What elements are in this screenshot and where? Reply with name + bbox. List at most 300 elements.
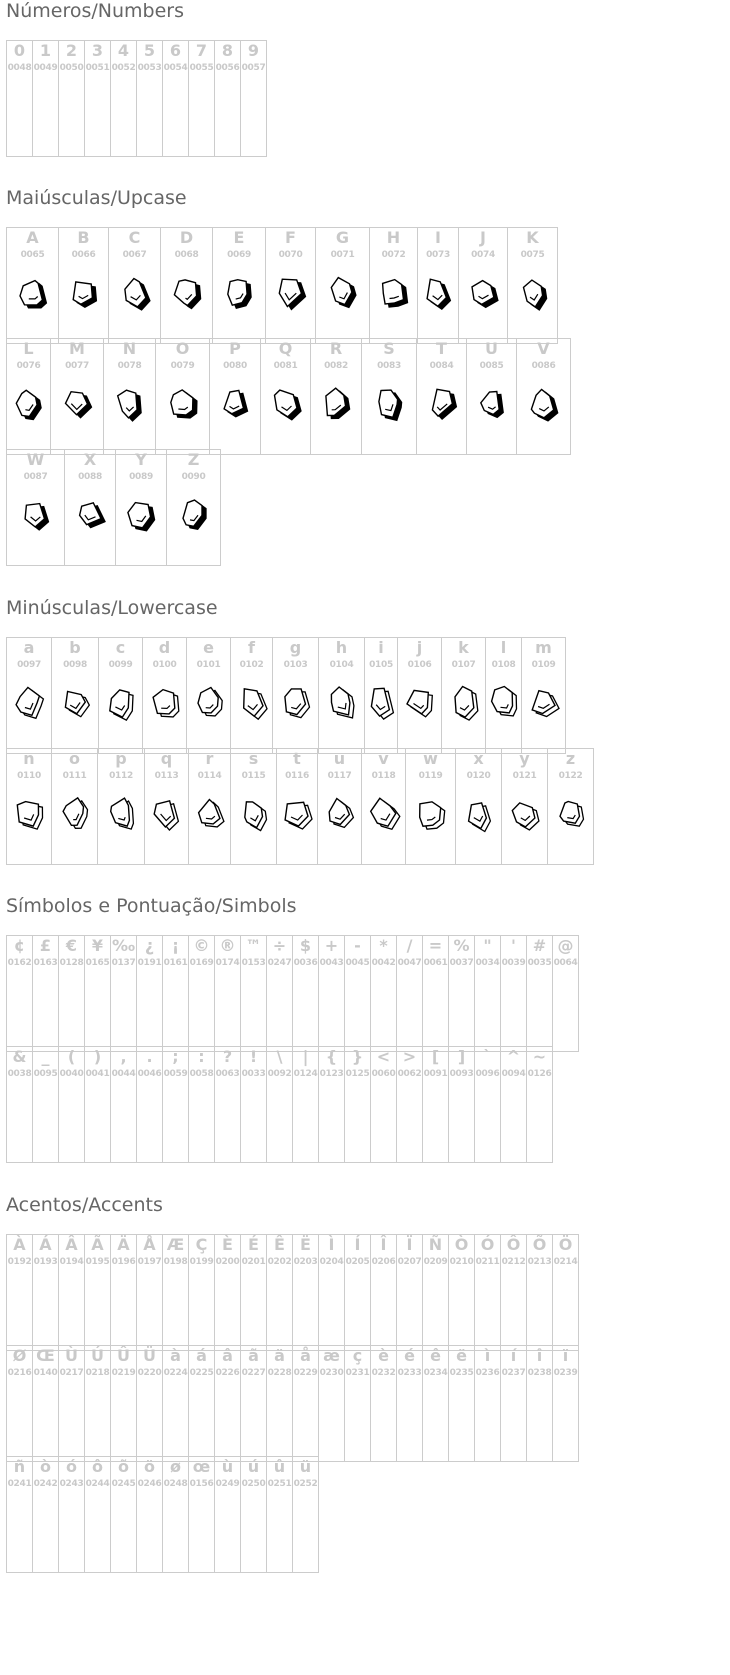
glyph-cell <box>188 1234 215 1351</box>
character-label: ù <box>221 1457 234 1476</box>
glyph-cell <box>318 637 365 754</box>
character-code: 0040 <box>59 1069 84 1079</box>
character-code: 0046 <box>137 1069 162 1079</box>
glyph-cell <box>214 935 241 1052</box>
glyph-cell <box>58 40 85 157</box>
glyph-cell <box>501 748 548 865</box>
glyph-cell <box>422 1046 449 1163</box>
character-label: õ <box>118 1457 129 1476</box>
character-code: 0234 <box>423 1368 448 1378</box>
character-code: 0074 <box>471 250 495 260</box>
glyph-sample-icon <box>319 383 353 423</box>
character-label: Ø <box>12 1346 27 1365</box>
glyph-cell <box>552 1345 579 1462</box>
glyph-cell <box>64 449 116 566</box>
glyph-cell <box>136 40 163 157</box>
character-code: 0092 <box>267 1069 292 1079</box>
character-code: 0204 <box>319 1257 344 1267</box>
character-code: 0062 <box>397 1069 422 1079</box>
character-label: | <box>302 1047 309 1066</box>
character-label: \ <box>276 1047 283 1066</box>
character-label: R <box>329 339 343 358</box>
character-label: i <box>378 638 384 657</box>
character-code: 0228 <box>267 1368 292 1378</box>
glyph-sample-icon <box>16 272 50 312</box>
character-label: 7 <box>195 41 208 60</box>
character-code: 0102 <box>239 660 264 670</box>
character-code: 0140 <box>33 1368 58 1378</box>
character-label: x <box>473 749 484 768</box>
character-code: 0058 <box>189 1069 214 1079</box>
character-code: 0073 <box>426 250 450 260</box>
glyph-sample-icon <box>516 272 550 312</box>
glyph-cell <box>405 748 456 865</box>
glyph-cell <box>240 40 267 157</box>
glyph-cell <box>448 1345 475 1462</box>
character-code: 0042 <box>371 958 396 968</box>
character-label: a <box>23 638 35 657</box>
glyph-cell <box>396 1046 423 1163</box>
glyph-cell <box>474 1345 501 1462</box>
character-label: è <box>378 1346 389 1365</box>
character-label: [ <box>431 1047 440 1066</box>
character-code: 0066 <box>71 250 96 260</box>
glyph-cell <box>448 1046 475 1163</box>
character-label: ç <box>352 1346 363 1365</box>
character-code: 0195 <box>85 1257 110 1267</box>
section-title: Maiúsculas/Upcase <box>6 187 187 209</box>
character-code: 0163 <box>33 958 58 968</box>
character-label: û <box>273 1457 286 1476</box>
character-code: 0087 <box>23 472 48 482</box>
character-label: T <box>436 339 447 358</box>
character-code: 0097 <box>17 660 41 670</box>
glyph-cell <box>6 1456 33 1573</box>
glyph-cell <box>292 1234 319 1351</box>
glyph-cell <box>136 935 163 1052</box>
character-code: 0125 <box>345 1069 370 1079</box>
glyph-cell <box>214 40 241 157</box>
character-label: ê <box>430 1346 441 1365</box>
character-code: 0052 <box>111 63 136 73</box>
character-label: Ì <box>328 1235 335 1254</box>
character-label: . <box>146 1047 153 1066</box>
character-label: F <box>285 228 296 247</box>
glyph-cell <box>361 338 417 455</box>
character-code: 0236 <box>475 1368 500 1378</box>
character-label: œ <box>192 1457 211 1476</box>
glyph-cell <box>84 1234 111 1351</box>
character-label: å <box>300 1346 311 1365</box>
glyph-cell <box>448 1234 475 1351</box>
glyph-cell <box>155 338 210 455</box>
character-label: ô <box>92 1457 103 1476</box>
character-code: 0120 <box>466 771 491 781</box>
character-label: Ù <box>65 1346 78 1365</box>
glyph-row <box>6 449 220 566</box>
character-code: 0072 <box>381 250 406 260</box>
glyph-cell <box>526 935 553 1052</box>
character-label: j <box>416 638 423 657</box>
character-label: { <box>325 1047 338 1066</box>
character-label: À <box>13 1235 26 1254</box>
glyph-cell <box>272 637 319 754</box>
character-code: 0112 <box>109 771 133 781</box>
character-label: u <box>333 749 346 768</box>
character-code: 0238 <box>527 1368 552 1378</box>
character-code: 0108 <box>491 660 516 670</box>
glyph-sample-icon <box>193 793 227 833</box>
glyph-cell <box>6 338 51 455</box>
character-label: â <box>222 1346 233 1365</box>
glyph-cell <box>370 1046 397 1163</box>
character-label: ' <box>511 936 516 955</box>
glyph-cell <box>369 227 418 344</box>
glyph-cell <box>318 1345 345 1462</box>
character-label: / <box>406 936 413 955</box>
glyph-cell <box>397 637 442 754</box>
character-code: 0084 <box>429 361 454 371</box>
glyph-sample-icon <box>150 793 184 833</box>
section-title: Acentos/Accents <box>6 1194 163 1216</box>
character-code: 0093 <box>449 1069 474 1079</box>
character-code: 0229 <box>293 1368 318 1378</box>
character-label: y <box>519 749 530 768</box>
character-code: 0200 <box>215 1257 240 1267</box>
glyph-cell <box>110 40 137 157</box>
glyph-cell <box>214 1345 241 1462</box>
character-label: 0 <box>13 41 26 60</box>
character-label: D <box>179 228 194 247</box>
character-label: 5 <box>143 41 156 60</box>
character-code: 0191 <box>137 958 162 968</box>
glyph-cell <box>361 748 406 865</box>
glyph-row <box>6 1046 552 1163</box>
glyph-cell <box>552 1234 579 1351</box>
character-code: 0068 <box>174 250 199 260</box>
glyph-row <box>6 338 570 455</box>
character-label: ¢ <box>13 936 26 955</box>
character-code: 0203 <box>293 1257 318 1267</box>
glyph-cell <box>317 748 362 865</box>
character-code: 0061 <box>423 958 448 968</box>
character-code: 0080 <box>223 361 247 371</box>
glyph-sample-icon <box>60 383 94 423</box>
character-label: ü <box>299 1457 312 1476</box>
character-label: 9 <box>247 41 260 60</box>
glyph-cell <box>58 1456 85 1573</box>
glyph-row <box>6 1234 578 1351</box>
character-label: B <box>77 228 90 247</box>
character-label: ( <box>67 1047 76 1066</box>
glyph-sample-icon <box>421 272 455 312</box>
character-code: 0115 <box>241 771 266 781</box>
character-code: 0034 <box>475 958 500 968</box>
character-label: ä <box>274 1346 285 1365</box>
glyph-cell <box>441 637 486 754</box>
character-label: = <box>428 936 443 955</box>
character-label: ñ <box>13 1457 26 1476</box>
glyph-cell <box>188 748 231 865</box>
character-code: 0162 <box>7 958 32 968</box>
character-code: 0039 <box>501 958 526 968</box>
character-label: h <box>335 638 348 657</box>
glyph-cell <box>110 1345 137 1462</box>
glyph-sample-icon <box>367 793 401 833</box>
character-code: 0078 <box>117 361 142 371</box>
glyph-cell <box>50 338 104 455</box>
character-label: 1 <box>39 41 52 60</box>
character-code: 0128 <box>59 958 84 968</box>
character-label: Ã <box>91 1235 104 1254</box>
glyph-cell <box>136 1345 163 1462</box>
character-label: < <box>376 1047 391 1066</box>
character-code: 0044 <box>111 1069 136 1079</box>
character-label: ú <box>247 1457 260 1476</box>
character-code: 0050 <box>59 63 84 73</box>
character-code: 0220 <box>137 1368 162 1378</box>
glyph-cell <box>315 227 370 344</box>
glyph-sample-icon <box>192 682 226 722</box>
glyph-cell <box>6 1046 33 1163</box>
glyph-cell <box>212 227 266 344</box>
character-code: 0037 <box>449 958 474 968</box>
character-label: ë <box>456 1346 467 1365</box>
character-code: 0043 <box>319 958 344 968</box>
character-label: à <box>170 1346 181 1365</box>
glyph-sample-icon <box>377 272 411 312</box>
glyph-sample-icon <box>148 682 182 722</box>
glyph-cell <box>240 935 267 1052</box>
character-label: } <box>351 1047 364 1066</box>
character-code: 0036 <box>293 958 318 968</box>
glyph-cell <box>516 338 571 455</box>
character-code: 0109 <box>531 660 556 670</box>
character-label: Z <box>187 450 200 469</box>
character-code: 0099 <box>108 660 133 670</box>
glyph-cell <box>474 1234 501 1351</box>
glyph-cell <box>266 1046 293 1163</box>
character-code: 0246 <box>137 1479 162 1489</box>
glyph-cell <box>136 1234 163 1351</box>
character-code: 0119 <box>418 771 443 781</box>
character-code: 0090 <box>181 472 206 482</box>
glyph-cell <box>396 1345 423 1462</box>
glyph-sample-icon <box>447 682 481 722</box>
glyph-sample-icon <box>237 793 271 833</box>
character-label: 6 <box>169 41 182 60</box>
glyph-cell <box>162 1234 189 1351</box>
glyph-cell <box>6 637 52 754</box>
character-code: 0193 <box>33 1257 58 1267</box>
glyph-cell <box>266 935 293 1052</box>
character-code: 0116 <box>285 771 309 781</box>
character-label: ) <box>93 1047 102 1066</box>
character-label: ã <box>248 1346 259 1365</box>
glyph-cell <box>292 1345 319 1462</box>
glyph-cell <box>292 935 319 1052</box>
character-label: Ë <box>300 1235 311 1254</box>
character-label: á <box>196 1346 207 1365</box>
glyph-cell <box>6 227 59 344</box>
glyph-cell <box>51 748 98 865</box>
character-code: 0198 <box>163 1257 188 1267</box>
character-code: 0045 <box>345 958 370 968</box>
character-code: 0153 <box>241 958 266 968</box>
glyph-cell <box>417 227 459 344</box>
glyph-sample-icon <box>269 383 303 423</box>
character-label: ? <box>222 1047 233 1066</box>
character-code: 0117 <box>327 771 352 781</box>
character-code: 0038 <box>7 1069 32 1079</box>
character-label: É <box>248 1235 259 1254</box>
character-code: 0124 <box>293 1069 318 1079</box>
character-label: n <box>23 749 35 768</box>
glyph-sample-icon <box>177 494 211 534</box>
character-label: Í <box>354 1235 361 1254</box>
character-label: ì <box>484 1346 491 1365</box>
glyph-sample-icon <box>58 793 92 833</box>
character-label: t <box>293 749 301 768</box>
character-code: 0230 <box>319 1368 344 1378</box>
character-label: I <box>435 228 441 247</box>
character-label: Æ <box>166 1235 185 1254</box>
character-label: 2 <box>65 41 78 60</box>
glyph-cell <box>214 1456 241 1573</box>
character-label: é <box>404 1346 415 1365</box>
character-label: l <box>500 638 507 657</box>
character-code: 0107 <box>451 660 476 670</box>
glyph-cell <box>370 1234 397 1351</box>
glyph-cell <box>344 1345 371 1462</box>
glyph-sample-icon <box>414 793 448 833</box>
character-label: m <box>535 638 552 657</box>
glyph-cell <box>166 449 221 566</box>
character-label: X <box>83 450 97 469</box>
character-label: > <box>402 1047 417 1066</box>
glyph-cell <box>58 1234 85 1351</box>
character-code: 0237 <box>501 1368 526 1378</box>
character-code: 0207 <box>397 1257 422 1267</box>
glyph-cell <box>230 748 277 865</box>
character-label: z <box>565 749 576 768</box>
character-label: V <box>537 339 550 358</box>
glyph-cell <box>98 637 143 754</box>
glyph-sample-icon <box>113 383 147 423</box>
character-label: d <box>158 638 171 657</box>
glyph-sample-icon <box>12 793 46 833</box>
character-code: 0089 <box>129 472 153 482</box>
character-label: N <box>122 339 137 358</box>
character-code: 0199 <box>189 1257 214 1267</box>
character-label: 3 <box>91 41 104 60</box>
glyph-cell <box>58 227 109 344</box>
character-label: ® <box>219 936 236 955</box>
glyph-cell <box>186 637 231 754</box>
glyph-sample-icon <box>12 682 46 722</box>
character-code: 0096 <box>475 1069 500 1079</box>
glyph-cell <box>265 227 316 344</box>
character-label: v <box>378 749 389 768</box>
character-code: 0118 <box>371 771 396 781</box>
character-label: Ç <box>195 1235 208 1254</box>
character-code: 0048 <box>7 63 32 73</box>
character-label: * <box>379 936 388 955</box>
glyph-sample-icon <box>73 494 107 534</box>
glyph-cell <box>422 935 449 1052</box>
character-label: ó <box>66 1457 77 1476</box>
glyph-cell <box>370 935 397 1052</box>
character-label: Ú <box>91 1346 104 1365</box>
character-code: 0083 <box>377 361 401 371</box>
glyph-cell <box>6 40 33 157</box>
glyph-cell <box>521 637 566 754</box>
section-title: Símbolos e Pontuação/Simbols <box>6 895 297 917</box>
character-code: 0076 <box>16 361 41 371</box>
character-label: ï <box>562 1346 569 1365</box>
character-code: 0169 <box>189 958 214 968</box>
character-code: 0094 <box>501 1069 526 1079</box>
glyph-sample-icon <box>403 682 437 722</box>
character-label: € <box>65 936 78 955</box>
glyph-cell <box>110 1046 137 1163</box>
character-code: 0033 <box>241 1069 266 1079</box>
character-label: Ô <box>506 1235 521 1254</box>
glyph-sample-icon <box>554 793 588 833</box>
glyph-row <box>6 935 578 1052</box>
glyph-cell <box>162 1456 189 1573</box>
glyph-cell <box>162 935 189 1052</box>
glyph-sample-icon <box>19 494 53 534</box>
glyph-cell <box>209 338 261 455</box>
glyph-sample-icon <box>218 383 252 423</box>
character-label: Á <box>39 1235 52 1254</box>
character-code: 0049 <box>33 63 58 73</box>
glyph-cell <box>292 1046 319 1163</box>
character-label: ] <box>457 1047 466 1066</box>
glyph-cell <box>32 40 59 157</box>
character-label: _ <box>41 1047 50 1066</box>
glyph-cell <box>240 1345 267 1462</box>
character-code: 0245 <box>111 1479 136 1489</box>
glyph-sample-icon <box>372 383 406 423</box>
character-code: 0219 <box>111 1368 136 1378</box>
glyph-cell <box>6 1345 33 1462</box>
glyph-cell <box>240 1456 267 1573</box>
character-label: 4 <box>117 41 130 60</box>
glyph-cell <box>422 1345 449 1462</box>
glyph-sample-icon <box>508 793 542 833</box>
character-label: ¡ <box>171 936 180 955</box>
character-label: f <box>248 638 255 657</box>
character-code: 0241 <box>7 1479 32 1489</box>
glyph-sample-icon <box>527 682 561 722</box>
character-code: 0063 <box>215 1069 240 1079</box>
character-label: È <box>222 1235 233 1254</box>
glyph-cell <box>344 1234 371 1351</box>
glyph-cell <box>162 1046 189 1163</box>
glyph-cell <box>144 748 189 865</box>
glyph-cell <box>547 748 594 865</box>
glyph-cell <box>526 1046 553 1163</box>
character-label: Y <box>135 450 147 469</box>
glyph-sample-icon <box>326 272 360 312</box>
glyph-cell <box>142 637 187 754</box>
glyph-cell <box>32 1456 59 1573</box>
glyph-cell <box>6 449 65 566</box>
character-code: 0174 <box>215 958 240 968</box>
character-label: Ò <box>454 1235 469 1254</box>
